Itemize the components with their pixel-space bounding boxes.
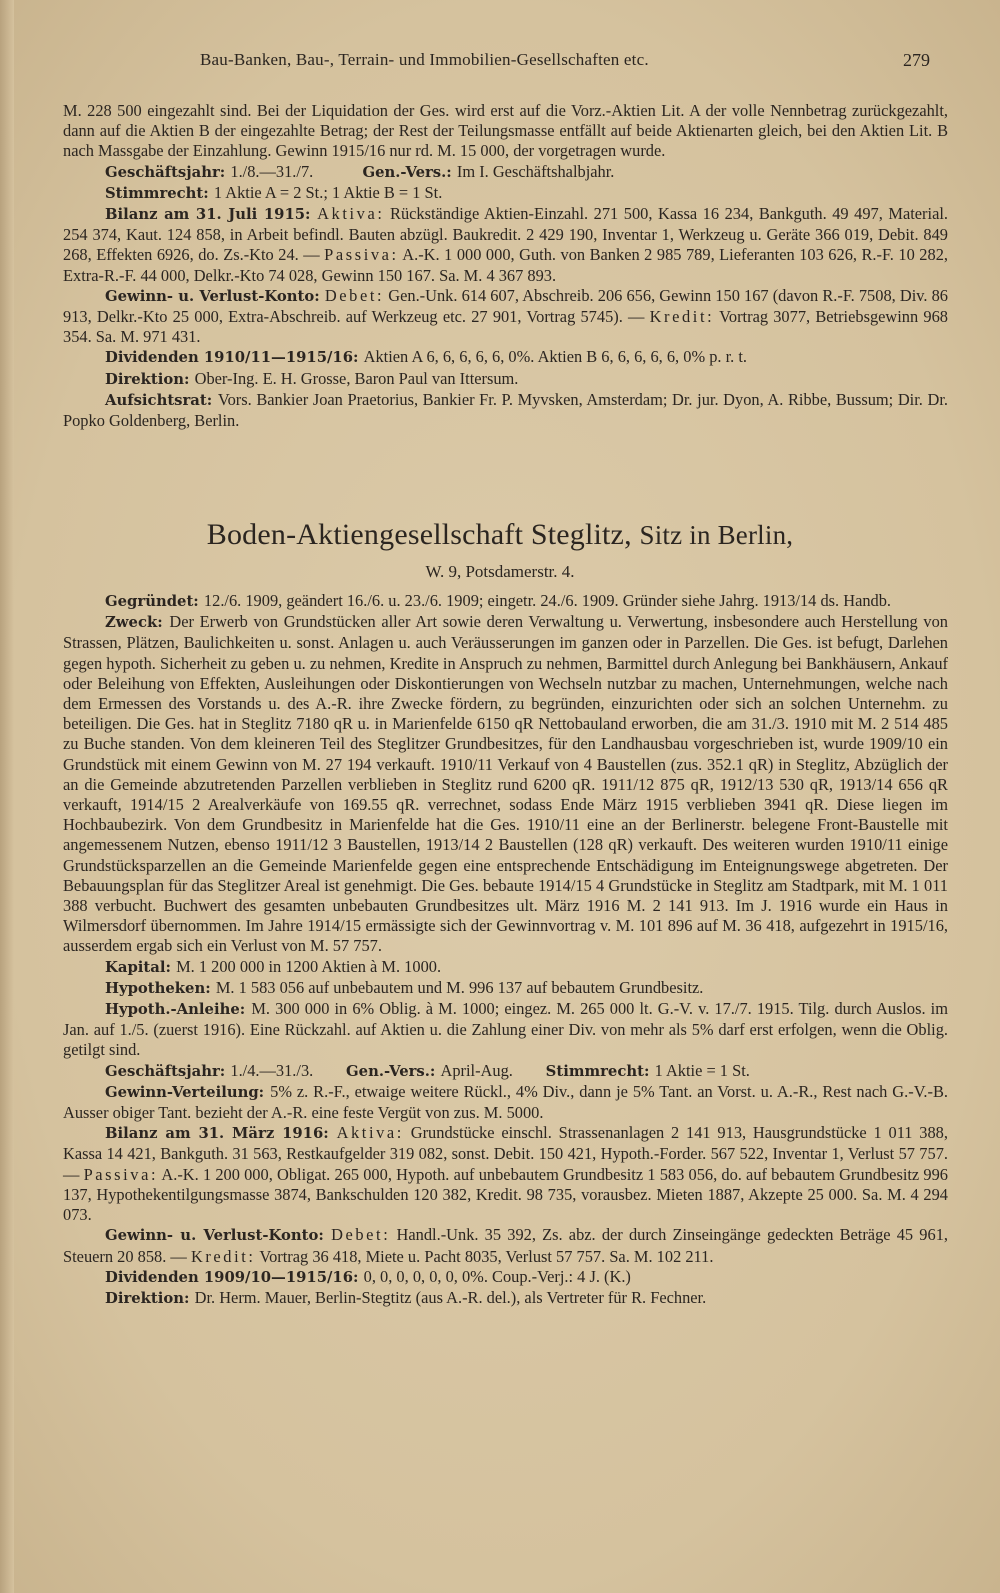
entry-paragraph [63,162,948,183]
entry-paragraph [63,978,948,999]
field-text: Handl.-Unk. 35 392, Zs. abz. der durch Zinseingänge gedeckten Beträge 45 961, Steuern 20 858. — [63,1225,948,1266]
account-side-label: Aktiva: [336,1123,404,1143]
field-label: Direktion: [105,1289,195,1307]
entry-paragraph [63,1225,948,1266]
entry-paragraph [63,286,948,348]
field-label: Bilanz am 31. März 1916: [105,1125,337,1143]
field-text: 5% z. R.-F., etwaige weitere Rückl., 4% Div., dann je 5% Tant. an Vorst. u. A.-R., Rest nach G.-V.-B. Ausser obiger Tant. bezieht der A.-R. eine feste Vergüt von zus. M. 5000. [63,1081,948,1123]
account-side-label: Aktiva: [317,204,385,224]
field-text: Gen.-Unk. 614 607, Abschreib. 206 656, Gewinn 150 167 (davon R.-F. 7508, Div. 86 913, Delkr.-Kto 25 000, Extra-Abschreib. auf Werkzeug etc. 27 901, Vortrag 5745). — [63,285,948,327]
account-side-label: Debet: [331,1225,391,1245]
page-edge-shadow [0,0,14,1593]
entry-paragraph [63,1267,948,1288]
running-title: Bau-Banken, Bau-, Terrain- und Immobilien-Gesellschaften etc. [200,50,649,69]
entry-paragraph [63,1082,948,1123]
field-label: Gewinn- u. Verlust-Konto: [105,1227,332,1245]
field-text: Vors. Bankier Joan Praetorius, Bankier Fr. P. Myvsken, Amsterdam; Dr. jur. Dyon, A. Ribbe, Bussum; Dir. Dr. Popko Goldenberg, Berlin. [63,389,948,431]
entry-paragraph [63,612,948,956]
field-text: M. 300 000 in 6% Oblig. à M. 1000; eingez. M. 265 000 lt. G.-V. v. 17./7. 1915. Tilg. durch Auslos. im Jan. auf 1./5. (zuerst 1916). Eine Rückzahl. auf Aktien u. die Zahlung einer Div. von mehr als 5% darf erst erfolgen, wenn die Oblig. getilgt sind. [63,999,948,1060]
field-text: Grundstücke einschl. Strassenanlagen 2 141 913, Hausgrundstücke 1 011 388, Kassa 14 421, Bankguth. 31 563, Restkaufgelder 319 082, sonst. Debit. 150 421, Hypoth.-Forder. 567 522, Inventar 1, Verlust 57 757. — [63,1123,948,1184]
entry-paragraph [63,957,948,978]
field-text: A.-K. 1 200 000, Obligat. 265 000, Hypoth. auf unbebautem Grundbesitz 1 583 056, do. auf bebautem Grundbesitz 996 137, Hypothekentilgungsmasse 3874, Bankschulden 120 382, Kredit. 98 735, vorausbez. Mieten 1887, Akzepte 25 000. Sa. M. 4 294 073. [63,1164,948,1225]
account-side-label: Kredit: [649,307,715,327]
field-text: April-Aug. [440,1060,546,1080]
field-label: Dividenden 1910/11—1915/16: [105,349,364,367]
page-number: 279 [903,50,930,70]
field-text: 0, 0, 0, 0, 0, 0, 0%. Coup.-Verj.: 4 J. (K.) [363,1266,631,1286]
field-label: Kapital: [105,958,177,976]
company-name: Boden-Aktiengesellschaft Steglitz, [206,518,632,551]
field-label: Bilanz am 31. Juli 1915: [105,206,318,224]
field-label: Dividenden 1909/10—1915/16: [105,1268,364,1286]
field-text: 1./8.—31./7. [230,161,363,181]
field-text: Vortrag 36 418, Miete u. Pacht 8035, Verlust 57 757. Sa. M. 102 211. [255,1246,714,1266]
entry-paragraph [63,1123,948,1225]
field-label: Stimmrecht: [545,1062,655,1080]
entry-paragraph [63,183,948,204]
field-label: Stimmrecht: [105,184,214,202]
field-text: M. 1 200 000 in 1200 Aktien à M. 1000. [176,956,442,976]
field-label: Gegründet: [105,593,204,610]
field-label: Gen.-Vers.: [362,163,457,181]
entry-paragraph [63,101,948,162]
field-text: M. 228 500 eingezahlt sind. Bei der Liquidation der Ges. wird erst auf die Vorz.-Aktien Lit. A der volle Nennbetrag zurückgezahlt, dann auf die Aktien B der eingezahlte Betrag; der Rest der Teilungsmasse entfällt auf beide Aktienarten gleich, bei den Aktien Lit. B nach Massgabe der Einzahlung. Gewinn 1915/16 nur rd. M. 15 000, der vorgetragen wurde. [63,101,948,161]
account-side-label: Kredit: [190,1246,256,1266]
field-label: Gewinn- u. Verlust-Konto: [105,287,325,305]
field-label: Gewinn-Verteilung: [105,1083,271,1101]
entry-paragraph [63,204,948,286]
company-heading [0,518,1000,581]
field-text: M. 1 583 056 auf unbebautem und M. 996 137 auf bebautem Grundbesitz. [215,977,704,997]
field-text: 1 Aktie = 1 St. [654,1060,750,1080]
company-entry-body [63,591,948,1309]
account-side-label: Passiva: [83,1164,159,1184]
field-label: Hypotheken: [105,979,216,997]
entry-paragraph [63,591,948,612]
field-label: Geschäftsjahr: [105,163,231,181]
field-text: Im I. Geschäftshalbjahr. [456,161,615,181]
field-text: A.-K. 1 000 000, Guth. von Banken 2 985 789, Lieferanten 103 626, R.-F. 10 282, Extra-R.-F. 44 000, Delkr.-Kto 74 028, Gewinn 150 167. Sa. M. 4 367 893. [63,245,948,285]
field-text: 12./6. 1909, geändert 16./6. u. 23./6. 1909; eingetr. 24./6. 1909. Gründer siehe Jahrg. 1913/14 ds. Handb. [203,591,892,610]
company-address: W. 9, Potsdamerstr. 4. [425,562,575,581]
field-text: Rückständige Aktien-Einzahl. 271 500, Kassa 16 234, Bankguth. 49 497, Material. 254 374, Kaut. 124 858, in Arbeit befindl. Bauten abzügl. Baukredit. 2 429 190, Inventar 1, Werkzeug u. Geräte 366 019, Debit. 849 268, Effekten 6926, do. Zs.-Kto 24. — [63,204,948,265]
entry-paragraph [63,1288,948,1309]
field-label: Aufsichtsrat: [105,391,218,409]
field-text: 1./4.—31./3. [230,1060,347,1080]
field-label: Hypoth.-Anleihe: [105,1001,252,1019]
field-label: Direktion: [105,370,195,388]
field-text: Ober-Ing. E. H. Grosse, Baron Paul van Ittersum. [194,368,519,388]
entry-paragraph [63,347,948,368]
account-side-label: Passiva: [324,245,399,265]
field-label: Zweck: [105,614,170,632]
entry-paragraph [63,999,948,1061]
field-text: Dr. Herm. Mauer, Berlin-Stegtitz (aus A.-R. del.), als Vertreter für R. Fechner. [194,1287,707,1307]
entry-paragraph [63,1061,948,1082]
entry-paragraph [63,390,948,431]
field-text: Der Erwerb von Grundstücken aller Art sowie deren Verwaltung u. Verwertung, insbesondere auch Herstellung von Strassen, Plätzen, Baulichkeiten u. sonst. Anlagen u. auch Veräusserungen im ganzen oder in Parzellen. Die Ges. ist befugt, Darlehen gegen hypoth. Sicherheit zu geben u. zu nehmen, Kredite in Anspruch zu nehmen, Barmittel durch Anlegung bei Bankhäusern, Ankauf oder Beleihung von Effekten, Ausleihungen oder Diskontierungen von Wechseln nutzbar zu machen, Unternehmungen, welche nach dem Ermessen des Vorstands u. des A.-R. ihre Zwecke fördern, zu begründen, einzurichten oder sich an solchen Unternehm. zu beteiligen. Die Ges. hat in Steglitz 7180 qR u. in Marienfelde 6150 qR Nettobauland erworben, die am 31./3. 1910 mit M. 2 514 485 zu Buche standen. Von dem kleineren Teil des Steglitzer Grundbesitzes, für den Landhausbau vorgeschrieben ist, wurde 1909/10 ein Grundstück mit einem Gewinn von M. 27 194 verkauft. 1910/11 Verkauf von 4 Baustellen (zus. 352.1 qR) in Steglitz, Abzüglich der an die Gemeinde abzutretenden Parzellen verblieben in Steglitz rund 6200 qR. 1911/12 875 qR, 1912/13 530 qR, 1913/14 656 qR verkauft, 1914/15 2 Arealverkäufe von 169.55 qR. verrechnet, sodass Ende März 1915 verblieben 3941 qR. Diese liegen im Hochbaubezirk. Von dem Grundbesitz in Marienfelde hat die Ges. 1910/11 eine an der Berlinerstr. belegene Front-Baustelle mit angemessenem Nutzen, ebenso 1911/12 3 Baustellen, 1913/14 2 Baustellen (128 qR) verkauft. Des weiteren wurden 1910/11 einige Grundstücksparzellen an die Gemeinde Marienfelde gegen eine entsprechende Entschädigung im Enteignungswege abgetreten. Der Bebauungsplan für das Steglitzer Areal ist genehmigt. Die Ges. bebaute 1914/15 4 Grundstücke in Steglitz am Stadtpark, mit M. 1 011 388 verbucht. Buchwert des gesamten unbebauten Grundbesitzes ult. März 1916 M. 2 141 913. Im J. 1916 wurde ein Haus in Wilmersdorf übernommen. Im Jahre 1914/15 ermässigte sich der Gewinnvortrag v. M. 101 896 auf M. 36 418, aufgezehrt in 1915/16, ausserdem ergab sich ein Verlust von M. 57 757. [63,612,948,956]
field-text: Aktien A 6, 6, 6, 6, 6, 0%. Aktien B 6, 6, 6, 6, 6, 0% p. r. t. [363,347,747,367]
company-seat: Sitz in Berlin, [639,520,794,550]
field-text: 1 Aktie A = 2 St.; 1 Aktie B = 1 St. [213,182,443,202]
field-label: Gen.-Vers.: [346,1062,441,1080]
previous-company-entry [63,101,948,431]
field-label: Geschäftsjahr: [105,1062,231,1080]
entry-paragraph [63,369,948,390]
account-side-label: Debet: [324,285,385,305]
field-text: Vortrag 3077, Betriebsgewinn 968 354. Sa. M. 971 431. [63,307,948,347]
